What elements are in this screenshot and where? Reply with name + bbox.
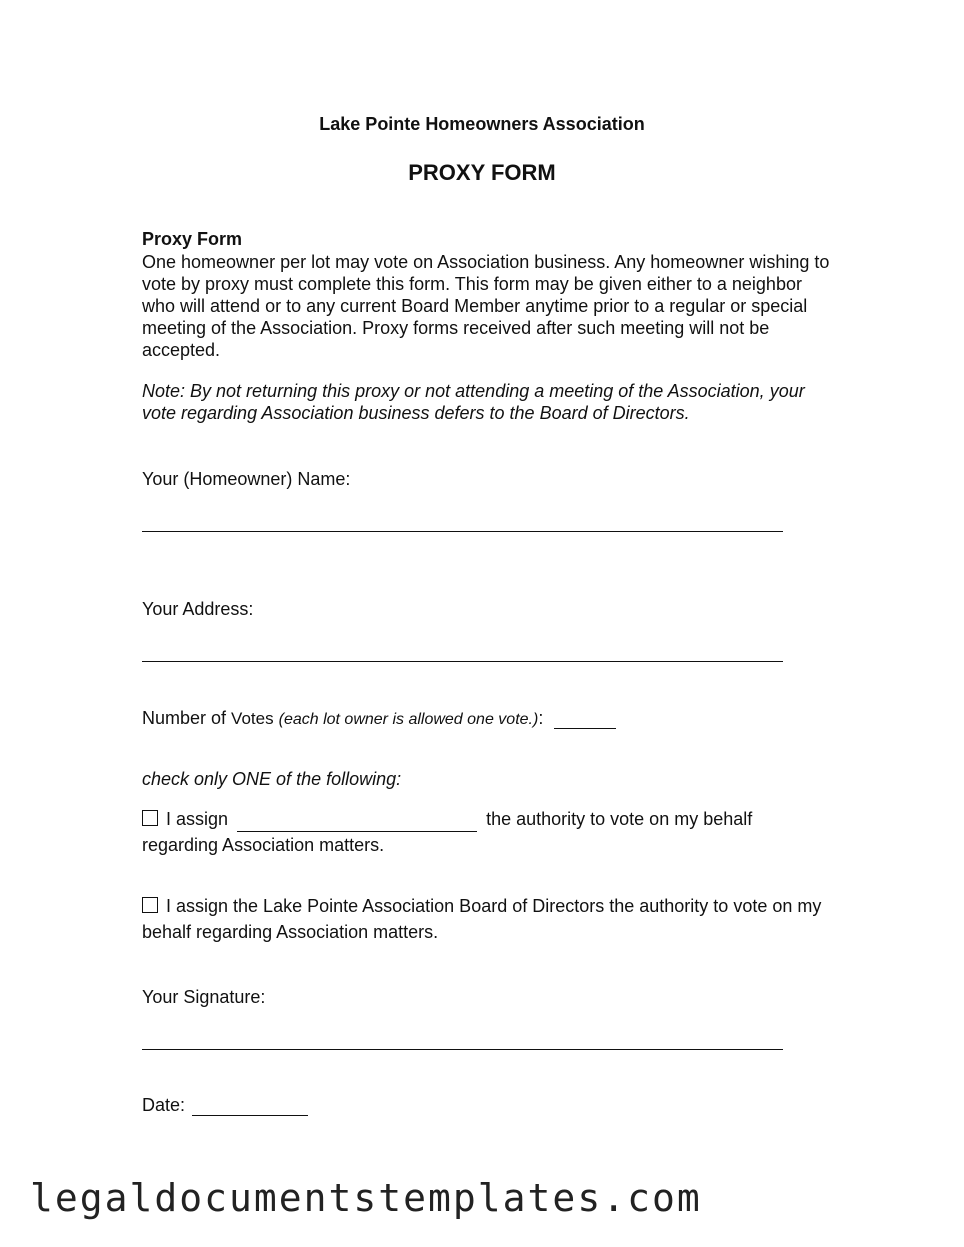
address-label: Your Address: — [142, 599, 254, 619]
signature-label: Your Signature: — [142, 987, 266, 1007]
option-assign-board — [142, 893, 832, 945]
section-heading: Proxy Form — [142, 229, 243, 249]
address-field[interactable] — [142, 661, 783, 662]
votes-hint: (each lot owner is allowed one vote.) — [278, 711, 539, 728]
votes-label-b: Votes — [231, 709, 274, 728]
date-field[interactable] — [192, 1097, 308, 1116]
votes-row — [142, 708, 616, 729]
organization-name: Lake Pointe Homeowners Association — [319, 114, 645, 134]
homeowner-name-label: Your (Homeowner) Name: — [142, 469, 351, 489]
option1-prefix: I assign — [166, 809, 229, 829]
votes-label: Number of — [142, 708, 232, 728]
option2-text: I assign the Lake Pointe Association Board of Directors the authority to vote on my behalf regarding Association matters. — [142, 896, 822, 942]
date-row — [142, 1095, 308, 1116]
option-assign-person — [142, 806, 832, 858]
option1-checkbox[interactable] — [142, 810, 158, 826]
proxy-name-field[interactable] — [237, 811, 477, 832]
site-watermark: legaldocumentstemplates.com — [30, 1176, 702, 1220]
instruction-text: check only ONE of the following: — [142, 769, 402, 789]
votes-colon: : — [538, 708, 544, 728]
date-label: Date: — [142, 1095, 186, 1115]
option2-checkbox[interactable] — [142, 897, 158, 913]
note-paragraph: Note: By not returning this proxy or not attending a meeting of the Association, your vote regarding Association business defers to the Board of Directors. — [142, 381, 805, 423]
option1-suffix: the authority to vote on my behalf regarding Association matters. — [142, 809, 753, 855]
homeowner-name-field[interactable] — [142, 531, 783, 532]
votes-field[interactable] — [554, 710, 616, 729]
intro-paragraph: One homeowner per lot may vote on Association business. Any homeowner wishing to vote by proxy must complete this form. This form may be given either to a neighbor who will attend or to any current Board Member anytime prior to a regular or special meeting of the Association. Proxy forms received after such meeting will not be accepted. — [142, 252, 830, 360]
form-title: PROXY FORM — [408, 160, 556, 185]
signature-field[interactable] — [142, 1049, 783, 1050]
